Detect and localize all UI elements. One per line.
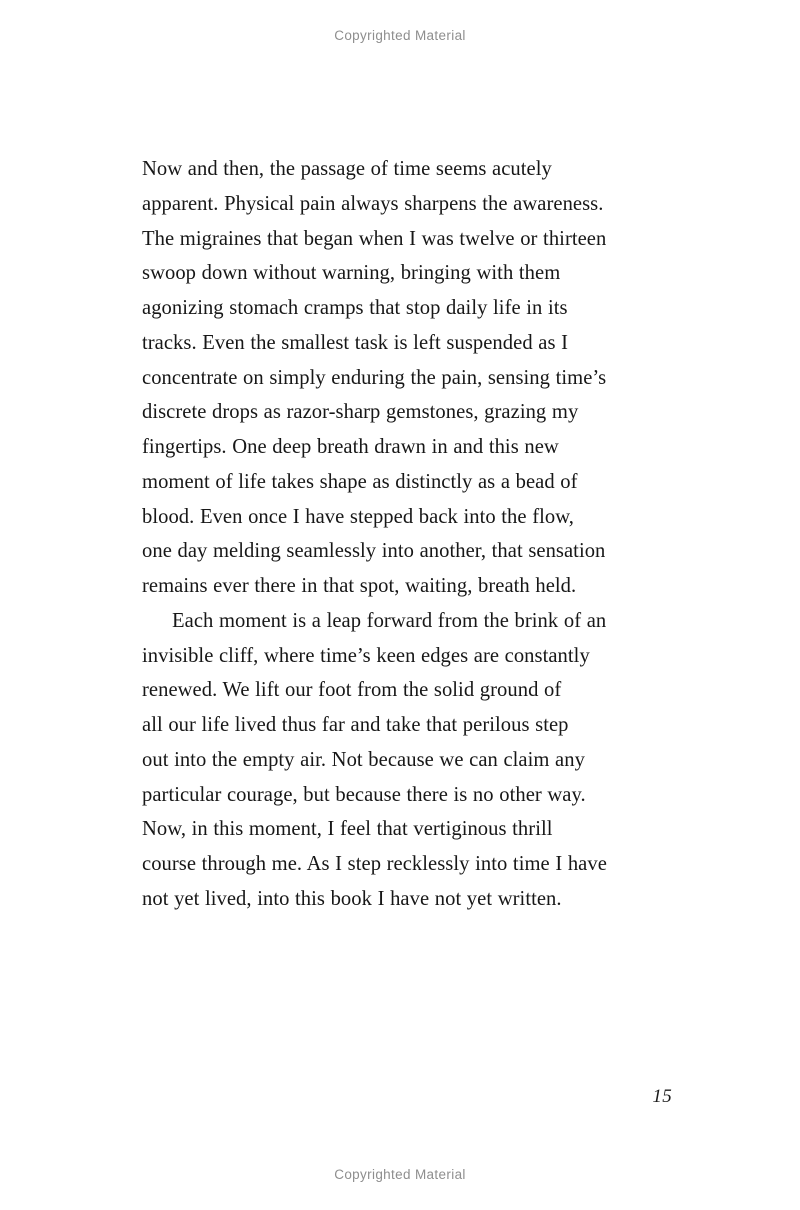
text-line: renewed. We lift our foot from the solid ground of bbox=[142, 679, 562, 702]
paragraph-2 bbox=[142, 604, 672, 917]
text-line: swoop down without warning, bringing with them bbox=[142, 262, 561, 285]
footer-watermark: Copyrighted Material bbox=[334, 1167, 466, 1182]
page-number: 15 bbox=[652, 1086, 672, 1107]
text-line: one day melding seamlessly into another, that sensation bbox=[142, 540, 606, 563]
text-line: moment of life takes shape as distinctly as a bead of bbox=[142, 470, 578, 493]
text-line: tracks. Even the smallest task is left suspended as I bbox=[142, 331, 569, 354]
text-line: not yet lived, into this book I have not yet written. bbox=[142, 887, 562, 910]
text-line: fingertips. One deep breath drawn in and this new bbox=[142, 436, 559, 458]
header-watermark: Copyrighted Material bbox=[334, 28, 466, 43]
text-line: remains ever there in that spot, waiting, breath held. bbox=[142, 575, 577, 597]
text-line: out into the empty air. Not because we can claim any bbox=[142, 748, 585, 771]
text-line: blood. Even once I have stepped back into the flow, bbox=[142, 505, 575, 528]
body-text-block bbox=[142, 152, 672, 917]
text-line: Now and then, the passage of time seems acutely bbox=[142, 158, 552, 180]
paragraph-1 bbox=[142, 152, 672, 604]
text-line: Now, in this moment, I feel that vertiginous thrill bbox=[142, 818, 553, 841]
text-line: discrete drops as razor-sharp gemstones, grazing my bbox=[142, 401, 579, 424]
text-line: course through me. As I step recklessly into time I have bbox=[142, 853, 607, 875]
text-line: concentrate on simply enduring the pain, sensing time’s bbox=[142, 366, 607, 389]
text-line: all our life lived thus far and take that perilous step bbox=[142, 714, 569, 736]
text-line: particular courage, but because there is no other way. bbox=[142, 783, 586, 806]
text-line: agonizing stomach cramps that stop daily life in its bbox=[142, 297, 568, 319]
text-line: The migraines that began when I was twelve or thirteen bbox=[142, 227, 607, 250]
text-line: apparent. Physical pain always sharpens the awareness. bbox=[142, 192, 604, 215]
text-line: Each moment is a leap forward from the brink of an bbox=[172, 609, 607, 632]
text-line: invisible cliff, where time’s keen edges are constantly bbox=[142, 644, 590, 667]
